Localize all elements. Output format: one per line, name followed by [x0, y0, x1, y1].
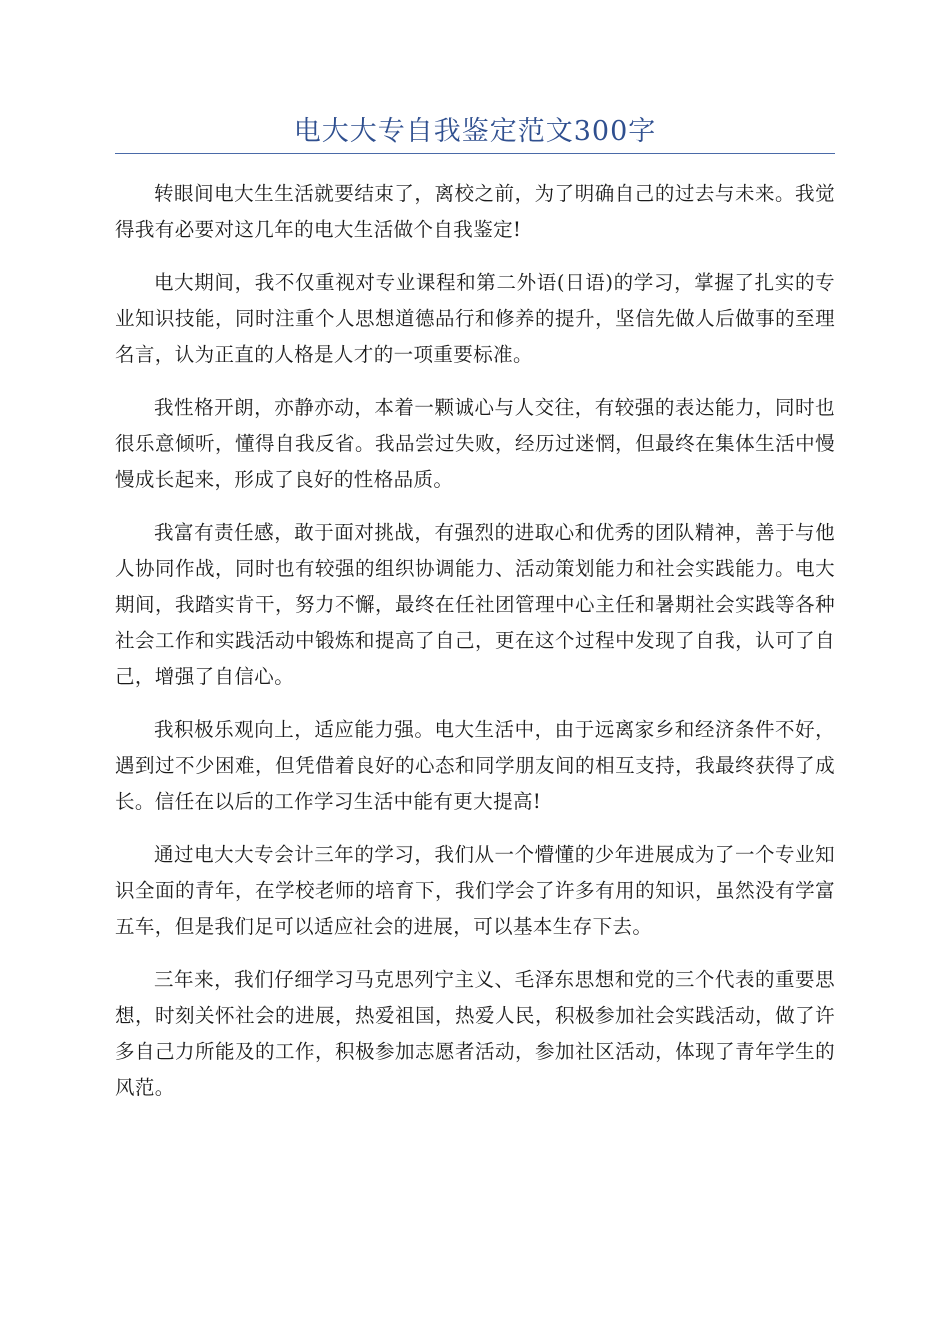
- paragraph-5: 我积极乐观向上，适应能力强。电大生活中，由于远离家乡和经济条件不好，遇到过不少困难，但凭借着良好的心态和同学朋友间的相互支持，我最终获得了成长。信任在以后的工作学习生活中能有更大提高!: [115, 718, 835, 813]
- document-body: [115, 176, 835, 1123]
- paragraph-3: 我性格开朗，亦静亦动，本着一颗诚心与人交往，有较强的表达能力，同时也很乐意倾听，懂得自我反省。我品尝过失败，经历过迷惘，但最终在集体生活中慢慢成长起来，形成了良好的性格品质。: [115, 396, 835, 491]
- title-divider: [115, 153, 835, 154]
- paragraph-1: 转眼间电大生生活就要结束了，离校之前，为了明确自己的过去与未来。我觉得我有必要对这几年的电大生活做个自我鉴定!: [115, 182, 835, 241]
- paragraph-4: 我富有责任感，敢于面对挑战，有强烈的进取心和优秀的团队精神，善于与他人协同作战，同时也有较强的组织协调能力、活动策划能力和社会实践能力。电大期间，我踏实肯干，努力不懈，最终在任社团管理中心主任和暑期社会实践等各种社会工作和实践活动中锻炼和提高了自己，更在这个过程中发现了自我，认可了自己，增强了自信心。: [115, 521, 835, 688]
- paragraph-6: 通过电大大专会计三年的学习，我们从一个懵懂的少年进展成为了一个专业知识全面的青年，在学校老师的培育下，我们学会了许多有用的知识，虽然没有学富五车，但是我们足可以适应社会的进展，可以基本生存下去。: [115, 843, 835, 938]
- paragraph-2: 电大期间，我不仅重视对专业课程和第二外语(日语)的学习，掌握了扎实的专业知识技能，同时注重个人思想道德品行和修养的提升，坚信先做人后做事的至理名言，认为正直的人格是人才的一项重要标准。: [115, 271, 835, 366]
- paragraph-7: 三年来，我们仔细学习马克思列宁主义、毛泽东思想和党的三个代表的重要思想，时刻关怀社会的进展，热爱祖国，热爱人民，积极参加社会实践活动，做了许多自己力所能及的工作，积极参加志愿者活动，参加社区活动，体现了青年学生的风范。: [115, 968, 835, 1099]
- document-title: 电大大专自我鉴定范文300字: [293, 116, 657, 147]
